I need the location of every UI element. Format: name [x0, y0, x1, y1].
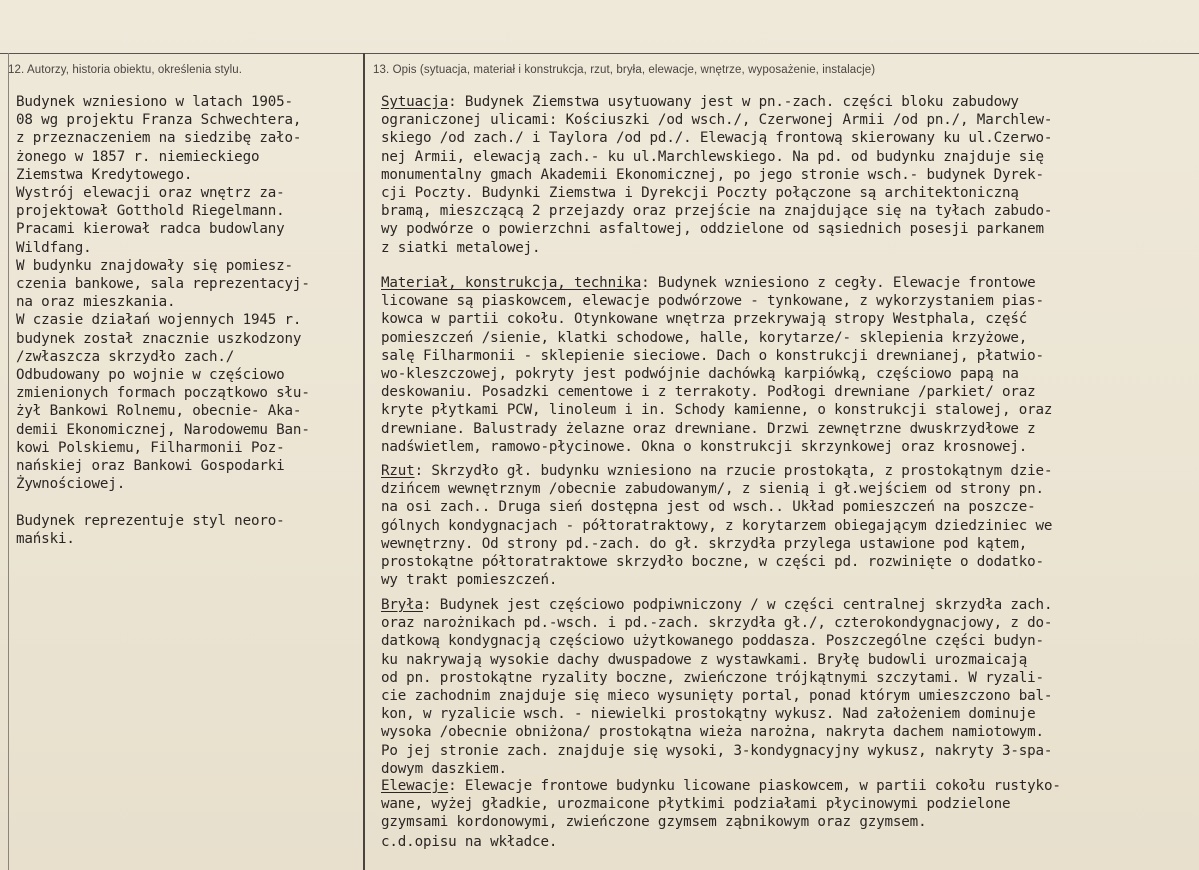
section-line: nadświetlem, ramowo-płycinowe. Okna o konstrukcji skrzynkowej oraz krosnowej. — [381, 438, 1028, 455]
section-sytuacja — [381, 93, 1199, 257]
section-line: na osi zach.. Druga sień dostępna jest od wsch.. Układ pomieszczeń na poszcze- — [381, 499, 1036, 516]
section-heading: Elewacje — [381, 778, 449, 794]
style-line: mański. — [16, 530, 75, 547]
section-line: monumentalny gmach Akademii Ekonomicznej, po jego stronie wsch.- budynek Dyrek- — [381, 166, 1044, 183]
history-line: żył Bankowi Rolnemu, obecnie- Aka- — [16, 403, 302, 420]
header-authors-history: 12. Autorzy, historia obiektu, określenia stylu. — [8, 64, 243, 76]
section-heading: Rzut — [381, 463, 415, 479]
section-line: wewnętrzny. Od strony pd.-zach. do gł. skrzydła przylega ustawione pod kątem, — [381, 535, 1028, 552]
section-bryla — [381, 596, 1199, 778]
section-line: skiego /od zach./ i Taylora /od pd./. Elewacją frontową skierowany ku ul.Czerwo- — [381, 130, 1053, 147]
section-line: licowane są piaskowcem, elewacje podwórzowe - tynkowane, z wykorzystaniem pias- — [381, 293, 1044, 310]
header-description: 13. Opis (sytuacja, materiał i konstrukcja, rzut, bryła, elewacje, wnętrze, wyposażenie, instalacje) — [373, 64, 876, 76]
section-line: gzymsami kordonowymi, zwieńczone gzymsem ząbnikowym oraz gzymsem. — [381, 814, 927, 831]
section-line: : Budynek wzniesiono z cegły. Elewacje frontowe — [641, 275, 1036, 291]
history-line: Wildfang. — [16, 239, 92, 256]
history-line: Żywnościowej. — [16, 476, 126, 493]
section-line: salę Filharmonii - sklepienie sieciowe. Dach o konstrukcji drewnianej, płatwio- — [381, 347, 1044, 364]
history-line: W budynku znajdowały się pomiesz- — [16, 257, 293, 274]
section-line: kowca w partii cokołu. Otynkowane wnętrza przekrywają stropy Westphala, część — [381, 311, 1028, 328]
continued-note — [381, 833, 1199, 851]
section-line: wy trakt pomieszczeń. — [381, 572, 558, 589]
section-heading: Materiał, konstrukcja, technika — [381, 275, 642, 291]
section-line: Po jej stronie zach. znajduje się wysoki, 3-kondygnacyjny wykusz, nakryty 3-spa- — [381, 742, 1053, 759]
section-line: ograniczonej ulicami: Kościuszki /od wsch./, Czerwonej Armii /od pn./, Marchlew- — [381, 112, 1053, 129]
section-line: ku nakrywają wysokie dachy dwuspadowe z wystawkami. Bryłę budowli urozmaicają — [381, 651, 1028, 668]
section-rzut — [381, 462, 1199, 589]
history-line: Ziemstwa Kredytowego. — [16, 166, 193, 183]
section-elewacje — [381, 777, 1199, 832]
history-line: żonego w 1857 r. niemieckiego — [16, 148, 260, 165]
section-line: wy podwórze o powierzchni asfaltowej, oddzielone od sąsiednich posesji parkanem — [381, 221, 1044, 238]
history-line: Pracami kierował radca budowlany — [16, 221, 285, 238]
section-line: pomieszczeń /sienie, klatki schodowe, halle, korytarze/- sklepienia krzyżowe, — [381, 329, 1028, 346]
section-line: wysoka /obecnie obniżona/ prostokątna wieża narożna, nakryta dachem namiotowym. — [381, 724, 1044, 741]
section-line: cji Poczty. Budynki Ziemstwa i Dyrekcji Poczty połączone są architektoniczną — [381, 185, 1019, 202]
column-divider — [363, 53, 365, 870]
history-line: kowi Polskiemu, Filharmonii Poz- — [16, 439, 285, 456]
section-line: cie zachodnim znajduje się mieco wysunięty portal, ponad którym umieszczono bal- — [381, 688, 1053, 705]
section-line: gólnych kondygnacjach - półtoratraktowy, z korytarzem obiegającym dziedziniec we — [381, 517, 1053, 534]
history-line: nańskiej oraz Bankowi Gospodarki — [16, 458, 285, 475]
history-line: Wystrój elewacji oraz wnętrz za- — [16, 185, 285, 202]
section-line: wane, wyżej gładkie, urozmaicone płytkimi podziałami płycinowymi podzielone — [381, 796, 1011, 813]
section-line: od pn. prostokątne ryzality boczne, zwieńczone trójkątnymi szczytami. W ryzali- — [381, 669, 1044, 686]
history-line: W czasie działań wojennych 1945 r. — [16, 312, 302, 329]
section-heading: Bryła — [381, 597, 423, 613]
history-line: budynek został znacznie uszkodzony — [16, 330, 302, 347]
style-line: Budynek reprezentuje styl neoro- — [16, 512, 285, 529]
section-line: datkową kondygnacją częściowo użytkowanego poddasza. Poszczególne części budyn- — [381, 633, 1044, 650]
history-line: Budynek wzniesiono w latach 1905- — [16, 94, 293, 110]
section-material — [381, 274, 1199, 456]
section-line: kon, w ryzalicie wsch. - niewielki prostokątny wykusz. Nad założeniem dominuje — [381, 706, 1036, 723]
continued-note-text: c.d.opisu na wkładce. — [381, 834, 558, 850]
section-line: nej Armii, elewacją zach.- ku ul.Marchlewskiego. Na pd. od budynku znajduje się — [381, 148, 1044, 165]
section-heading: Sytuacja — [381, 94, 449, 110]
section-line: wo-kleszczowej, pokryty jest podwójnie dachówką karpiówką, częściowo papą na — [381, 366, 1019, 383]
history-line: demii Ekonomicznej, Narodowemu Ban- — [16, 421, 310, 438]
history-text — [16, 93, 361, 548]
history-line: na oraz mieszkania. — [16, 294, 176, 311]
section-line: dowym daszkiem. — [381, 760, 507, 777]
section-line: z siatki metalowej. — [381, 239, 541, 256]
section-line: kryte płytkami PCW, linoleum i in. Schody kamienne, o konstrukcji stalowej, oraz — [381, 402, 1053, 419]
left-margin-rule — [8, 53, 9, 870]
section-line: dzińcem wewnętrznym /obecnie zabudowanym/, z sienią i gł.wejściem od strony pn. — [381, 481, 1044, 498]
history-line: z przeznaczeniem na siedzibę zało- — [16, 130, 302, 147]
section-line: oraz narożnikach pd.-wsch. i pd.-zach. skrzydła gł./, czterokondygnacjowy, z do- — [381, 615, 1053, 632]
header-rule — [0, 53, 1199, 54]
section-line: prostokątne półtoratraktowe skrzydło boczne, w części pd. rozwinięte o dodatko- — [381, 554, 1044, 571]
section-line: : Budynek Ziemstwa usytuowany jest w pn.-zach. części bloku zabudowy — [448, 94, 1019, 110]
history-line: czenia bankowe, sala reprezentacyj- — [16, 276, 310, 293]
paragraph-gap — [16, 493, 361, 511]
section-line: drewniane. Balustrady żelazne oraz drewniane. Drzwi zewnętrzne dwuskrzydłowe z — [381, 420, 1036, 437]
section-line: deskowaniu. Posadzki cementowe i z terrakoty. Podłogi drewniane /parkiet/ oraz — [381, 384, 1036, 401]
section-line: : Budynek jest częściowo podpiwniczony / w części centralnej skrzydła zach. — [422, 597, 1053, 613]
history-line: 08 wg projektu Franza Schwechtera, — [16, 112, 302, 129]
section-line: : Elewacje frontowe budynku licowane piaskowcem, w partii cokołu rustyko- — [448, 778, 1061, 794]
history-line: zmienionych formach początkowo słu- — [16, 385, 310, 402]
history-line: Odbudowany po wojnie w częściowo — [16, 367, 285, 384]
section-line: bramą, mieszczącą 2 przejazdy oraz przejście na znajdujące się na tyłach zabudo- — [381, 203, 1053, 220]
history-line: /zwłaszcza skrzydło zach./ — [16, 348, 235, 365]
section-line: : Skrzydło gł. budynku wzniesiono na rzucie prostokąta, z prostokątnym dzie- — [414, 463, 1053, 479]
history-line: projektował Gotthold Riegelmann. — [16, 203, 285, 220]
